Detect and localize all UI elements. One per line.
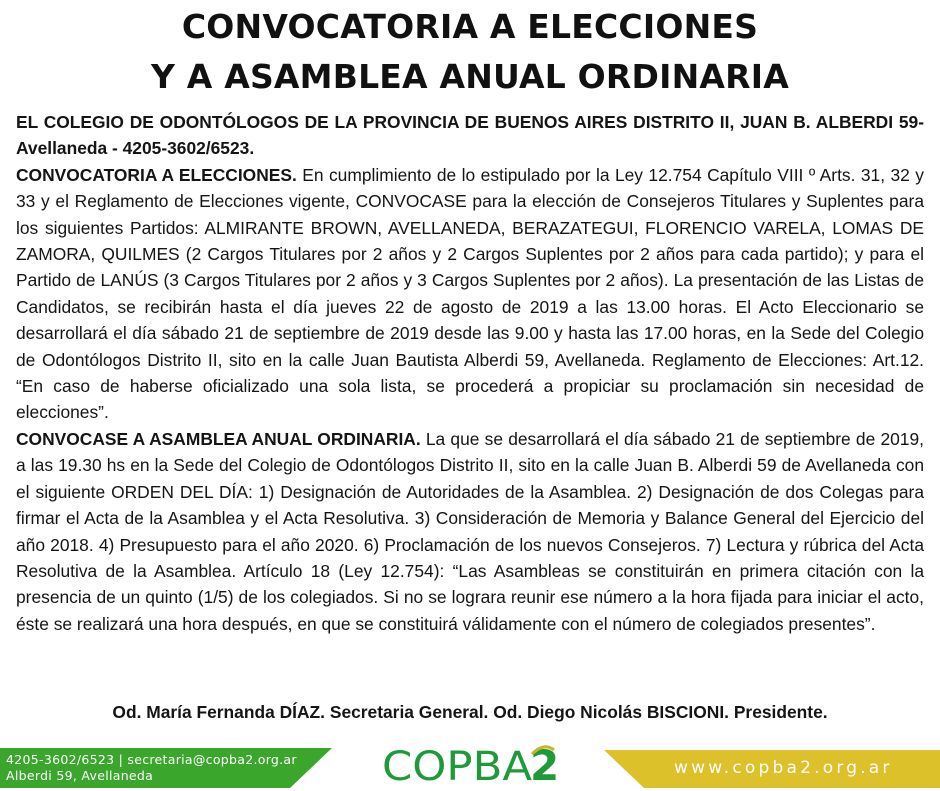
title-line-1: CONVOCATORIA A ELECCIONES	[181, 7, 759, 46]
header-paragraph	[16, 109, 924, 162]
footer-contact-line-2: Alberdi 59, Avellaneda	[6, 768, 154, 783]
asamblea-text: La que se desarrollará el día sábado 21 de septiembre de 2019, a las 19.30 hs en la Sede del Colegio de Odontólogos Distrito II, sito en la calle Juan B. Alberdi 59 de Avellaneda con el siguiente ORDEN DEL DÍA: 1) Designación de Autoridades de la Asamblea. 2) Designación de dos Colegas para firmar el Acta de la Asamblea y el Acta Resolutiva. 3) Consideración de Memoria y Balance General del Ejercicio del año 2018. 4) Presupuesto para el año 2020. 6) Proclamación de los nuevos Consejeros. 7) Lectura y rúbrica del Acta Resolutiva de la Asamblea. Artículo 18 (Ley 12.754): “Las Asambleas se constituirán en primera citación con la presencia de un quinto (1/5) de los colegiados. Si no se lograra reunir ese número a la hora fijada para iniciar el acto, éste se realizará una hora después, en que se constituirá válidamente con el número de colegiados presentes”.	[16, 428, 924, 634]
signature-line: Od. María Fernanda DÍAZ. Secretaria General. Od. Diego Nicolás BISCIONI. Presidente.	[112, 702, 828, 722]
footer-website-banner	[604, 750, 940, 788]
header-paragraph-text: EL COLEGIO DE ODONTÓLOGOS DE LA PROVINCIA DE BUENOS AIRES DISTRITO II, JUAN B. ALBERDI 59- Avellaneda - 4205-3602/6523.	[16, 112, 924, 159]
svg-text:COPBA: COPBA	[382, 744, 533, 786]
footer-contact-banner	[0, 748, 332, 788]
asamblea-paragraph	[16, 426, 924, 637]
title-line-2: Y A ASAMBLEA ANUAL ORDINARIA	[151, 57, 789, 96]
elecciones-text: En cumplimiento de lo estipulado por la Ley 12.754 Capítulo VIII º Arts. 31, 32 y 33 y el Reglamento de Elecciones vigente, CONVOCASE para la elección de Consejeros Titulares y Suplentes para los siguientes Partidos: ALMIRANTE BROWN, AVELLANEDA, BERAZATEGUI, FLORENCIO VARELA, LOMAS DE ZAMORA, QUILMES (2 Cargos Titulares por 2 años y 2 Cargos Suplentes por 2 años para cada partido); y para el Partido de LANÚS (3 Cargos Titulares por 2 años y 3 Cargos Suplentes por 2 años). La presentación de las Listas de Candidatos, se recibirán hasta el día jueves 22 de agosto de 2019 a las 13.00 horas. El Acto Eleccionario se desarrollará el día sábado 21 de septiembre de 2019 desde las 9.00 y hasta las 17.00 horas, en la Sede del Colegio de Odontólogos Distrito II, sito en la calle Juan Bautista Alberdi 59, Avellaneda. Reglamento de Elecciones: Art.12. “En caso de haberse oficializado una sola lista, se procederá a propiciar su proclamación sin necesidad de elecciones”.	[16, 164, 924, 423]
elecciones-paragraph	[16, 162, 924, 426]
elecciones-heading: CONVOCATORIA A ELECCIONES.	[16, 164, 297, 185]
document-body	[16, 109, 924, 637]
website-link[interactable]: www.copba2.org.ar	[674, 758, 893, 778]
copba2-logo-graphic	[382, 740, 558, 786]
asamblea-heading: CONVOCASE A ASAMBLEA ANUAL ORDINARIA.	[16, 428, 421, 449]
footer-contact-line-1: 4205-3602/6523 | secretaria@copba2.org.ar	[6, 752, 297, 767]
copba2-logo	[382, 740, 558, 786]
svg-text:2: 2	[530, 741, 558, 786]
